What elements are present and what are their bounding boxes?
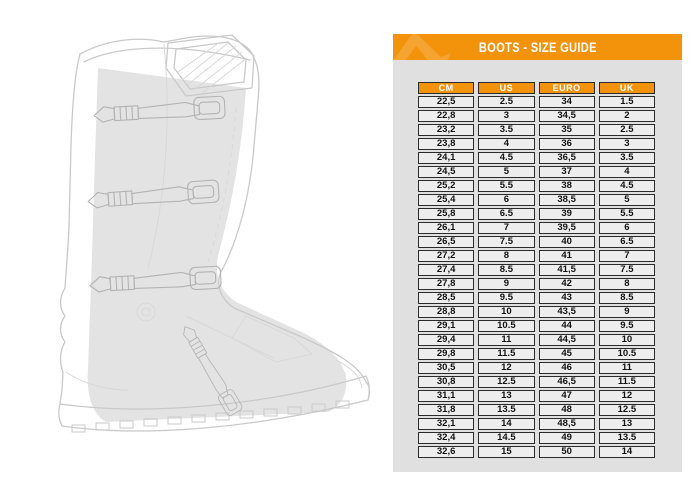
size-table-cell: 34,5: [539, 110, 595, 122]
size-table-cell: 6: [478, 194, 534, 206]
size-table-cell: 7: [478, 222, 534, 234]
size-table-cell: 7.5: [478, 236, 534, 248]
size-table-cell: 26,5: [418, 236, 474, 248]
size-table-cell: 31,8: [418, 404, 474, 416]
size-table-cell: 3.5: [599, 152, 655, 164]
size-table-cell: 42: [539, 278, 595, 290]
size-table-cell: 31,1: [418, 390, 474, 402]
size-table-cell: 2.5: [599, 124, 655, 136]
size-table-cell: 41: [539, 250, 595, 262]
size-table-cell: 5: [478, 166, 534, 178]
size-table-cell: 4.5: [478, 152, 534, 164]
size-table-cell: 11.5: [599, 376, 655, 388]
size-table-cell: 5.5: [599, 208, 655, 220]
size-table-cell: 39: [539, 208, 595, 220]
size-table-cell: 6: [599, 222, 655, 234]
size-table-cell: 10: [478, 306, 534, 318]
size-table-cell: 5.5: [478, 180, 534, 192]
size-table-cell: 39,5: [539, 222, 595, 234]
size-table-cell: 44,5: [539, 334, 595, 346]
size-guide-panel: [393, 34, 682, 472]
size-table-cell: 14: [478, 418, 534, 430]
size-guide-titlebar: [393, 34, 682, 60]
size-table-cell: 38,5: [539, 194, 595, 206]
size-table-cell: 32,6: [418, 446, 474, 458]
size-table-cell: 48: [539, 404, 595, 416]
size-table-cell: 4.5: [599, 180, 655, 192]
size-table-cell: 10: [599, 334, 655, 346]
size-table-cell: 2.5: [478, 96, 534, 108]
size-table-cell: 22,5: [418, 96, 474, 108]
size-table-cell: 3: [478, 110, 534, 122]
size-table-cell: 13.5: [599, 432, 655, 444]
size-table-cell: 46: [539, 362, 595, 374]
size-table-cell: 32,4: [418, 432, 474, 444]
size-table-cell: 9: [478, 278, 534, 290]
size-table-cell: 30,5: [418, 362, 474, 374]
size-table-cell: 25,4: [418, 194, 474, 206]
size-table-cell: 29,4: [418, 334, 474, 346]
size-table-cell: 25,8: [418, 208, 474, 220]
size-table-cell: 41,5: [539, 264, 595, 276]
size-table-cell: 3: [599, 138, 655, 150]
motocross-boot-drawing: [36, 16, 390, 470]
size-table-cell: 13: [478, 390, 534, 402]
size-table-header-cell: CM: [418, 82, 474, 94]
size-table-cell: 35: [539, 124, 595, 136]
size-table-cell: 37: [539, 166, 595, 178]
size-table-cell: 45: [539, 348, 595, 360]
size-table-cell: 6.5: [599, 236, 655, 248]
size-table: [418, 82, 655, 458]
size-table-cell: 44: [539, 320, 595, 332]
size-table-cell: 23,8: [418, 138, 474, 150]
size-table-cell: 27,8: [418, 278, 474, 290]
size-table-cell: 4: [478, 138, 534, 150]
size-table-cell: 6.5: [478, 208, 534, 220]
size-table-cell: 13: [599, 418, 655, 430]
size-table-cell: 38: [539, 180, 595, 192]
size-table-cell: 24,1: [418, 152, 474, 164]
size-table-cell: 46,5: [539, 376, 595, 388]
size-table-header-cell: US: [478, 82, 534, 94]
size-table-cell: 9.5: [478, 292, 534, 304]
size-table-cell: 12: [599, 390, 655, 402]
size-table-cell: 48,5: [539, 418, 595, 430]
size-table-cell: 4: [599, 166, 655, 178]
size-table-cell: 27,4: [418, 264, 474, 276]
size-table-cell: 27,2: [418, 250, 474, 262]
size-table-cell: 7: [599, 250, 655, 262]
size-table-cell: 15: [478, 446, 534, 458]
size-table-cell: 14.5: [478, 432, 534, 444]
size-table-cell: 25,2: [418, 180, 474, 192]
size-table-cell: 43,5: [539, 306, 595, 318]
size-table-cell: 24,5: [418, 166, 474, 178]
size-table-cell: 11: [478, 334, 534, 346]
size-table-cell: 8.5: [599, 292, 655, 304]
size-table-cell: 8: [599, 278, 655, 290]
size-table-cell: 29,8: [418, 348, 474, 360]
acerbis-logo-icon: [393, 34, 451, 60]
size-table-cell: 10.5: [599, 348, 655, 360]
size-table-cell: 2: [599, 110, 655, 122]
size-table-cell: 32,1: [418, 418, 474, 430]
size-table-cell: 8.5: [478, 264, 534, 276]
size-table-cell: 11.5: [478, 348, 534, 360]
size-table-cell: 26,1: [418, 222, 474, 234]
size-table-cell: 22,8: [418, 110, 474, 122]
size-table-cell: 1.5: [599, 96, 655, 108]
size-table-cell: 5: [599, 194, 655, 206]
size-table-cell: 10.5: [478, 320, 534, 332]
size-table-cell: 23,2: [418, 124, 474, 136]
size-table-cell: 11: [599, 362, 655, 374]
size-table-cell: 34: [539, 96, 595, 108]
size-table-cell: 12.5: [478, 376, 534, 388]
size-table-cell: 28,5: [418, 292, 474, 304]
size-table-cell: 29,1: [418, 320, 474, 332]
size-table-cell: 30,8: [418, 376, 474, 388]
size-table-cell: 12.5: [599, 404, 655, 416]
size-table-header-cell: UK: [599, 82, 655, 94]
size-table-cell: 3.5: [478, 124, 534, 136]
size-table-cell: 13.5: [478, 404, 534, 416]
size-table-cell: 49: [539, 432, 595, 444]
size-table-cell: 43: [539, 292, 595, 304]
size-table-cell: 9.5: [599, 320, 655, 332]
size-table-cell: 40: [539, 236, 595, 248]
size-table-cell: 8: [478, 250, 534, 262]
size-table-cell: 50: [539, 446, 595, 458]
size-table-cell: 28,8: [418, 306, 474, 318]
size-table-cell: 14: [599, 446, 655, 458]
size-guide-title: BOOTS - SIZE GUIDE: [478, 39, 597, 55]
size-table-cell: 36: [539, 138, 595, 150]
size-table-cell: 36,5: [539, 152, 595, 164]
size-table-cell: 9: [599, 306, 655, 318]
size-table-cell: 12: [478, 362, 534, 374]
size-table-cell: 47: [539, 390, 595, 402]
size-table-cell: 7.5: [599, 264, 655, 276]
size-table-header-cell: EURO: [539, 82, 595, 94]
